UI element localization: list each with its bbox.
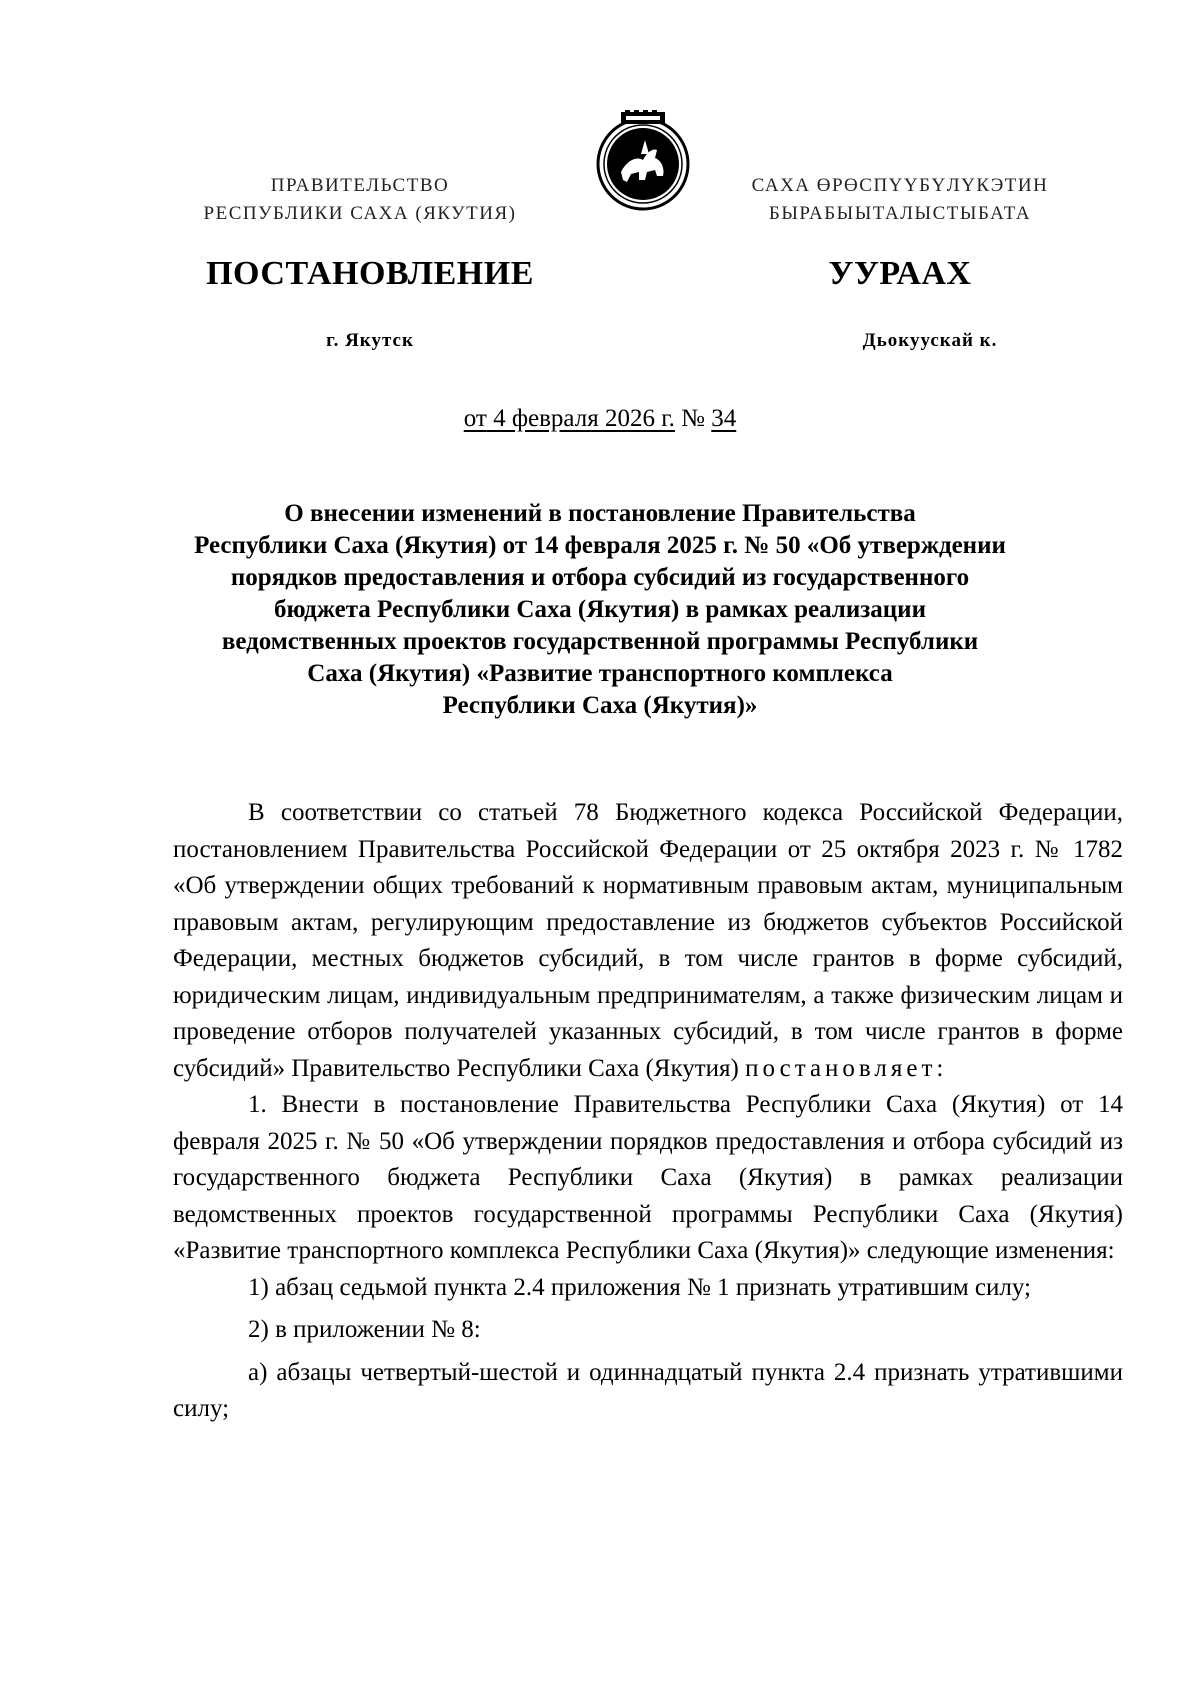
item-1: 1. Внести в постановление Правительства Республики Саха (Якутия) от 14 февраля 2025 г. № 50 «Об утверждении порядков предоставления и отбора субсидий из государственного бюджета Республики Саха (Якутия) в рамках реализации ведомственных проектов государственной программы Республики Саха (Якутия) «Развитие транспортного комплекса Республики Саха (Якутия)» следующие изменения:	[173, 1091, 1123, 1264]
preamble-text: В соответствии со статьей 78 Бюджетного кодекса Российской Федерации, постановлением Правительства Российской Федерации от 25 октября 2023 г. № 1782 «Об утверждении общих требований к нормативным правовым актам, муниципальным правовым актам, регулирующим предоставление из бюджетов субъектов Российской Федерации, местных бюджетов субсидий, в том числе грантов в форме субсидий, юридическим лицам, индивидуальным предпринимателям, а также физическим лицам и проведение отборов получателей указанных субсидий, в том числе грантов в форме субсидий» Правительство Республики Саха (Якутия)	[173, 799, 1123, 1082]
subitem-2a: а) абзацы четвертый-шестой и одиннадцатый пункта 2.4 признать утратившими силу;	[173, 1358, 1123, 1422]
issuer-name-russian	[150, 172, 570, 228]
document-type-russian: ПОСТАНОВЛЕНИЕ	[206, 255, 534, 292]
subject-line: Саха (Якутия) «Развитие транспортного комплекса	[307, 660, 893, 687]
subitem-1: 1) абзац седьмой пункта 2.4 приложения № 1 признать утратившим силу;	[248, 1273, 1031, 1301]
decree-subject	[150, 498, 1050, 722]
number-sign: №	[681, 405, 706, 432]
decree-date: 4 февраля 2026 г.	[493, 405, 675, 432]
decree-body	[173, 795, 1123, 1428]
document-type-sakha: УУРААХ	[828, 255, 972, 292]
issuer-line-2-sakha: БЫРАБЫЫТАЛЫСТЫБАТА	[768, 203, 1032, 224]
subject-line: Республики Саха (Якутия)»	[442, 692, 758, 719]
subject-line: О внесении изменений в постановление Правительства	[284, 500, 916, 527]
decree-number: 34	[711, 405, 737, 432]
subject-line: порядков предоставления и отбора субсидий из государственного	[230, 564, 970, 591]
issuer-line-2: РЕСПУБЛИКИ САХА (ЯКУТИЯ)	[203, 203, 517, 224]
city-sakha: Дьокуускай к.	[862, 330, 998, 351]
subject-line: бюджета Республики Саха (Якутия) в рамках реализации	[274, 596, 926, 623]
coat-of-arms-icon	[591, 110, 695, 214]
preamble-paragraph	[173, 795, 1123, 1087]
resolves-word: постановляет:	[745, 1054, 948, 1082]
city-russian: г. Якутск	[326, 330, 414, 351]
subject-line: ведомственных проектов государственной программы Республики	[221, 628, 979, 655]
decree-date-number	[0, 405, 1200, 433]
subitem-2: 2) в приложении № 8:	[248, 1316, 481, 1343]
issuer-line-1-sakha: САХА ӨРӨСПҮҮБҮЛҮКЭТИН	[751, 175, 1049, 196]
issuer-line-1: ПРАВИТЕЛЬСТВО	[270, 175, 450, 196]
subject-line: Республики Саха (Якутия) от 14 февраля 2025 г. № 50 «Об утверждении	[194, 532, 1006, 559]
issuer-name-sakha	[690, 172, 1110, 228]
date-prefix: от	[463, 405, 487, 432]
